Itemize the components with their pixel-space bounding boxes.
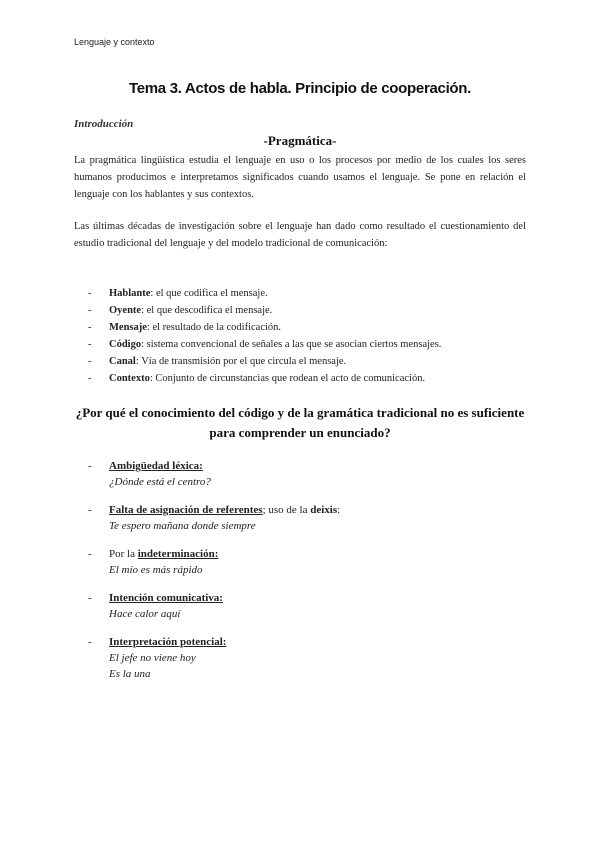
list-dash: - — [88, 592, 92, 604]
section-question: ¿Por qué el conocimiento del código y de la gramática tradicional no es suficiente para comprender un enunciado? — [75, 405, 525, 440]
term: Contexto — [109, 373, 150, 384]
list-item — [88, 590, 528, 622]
section-label: Introducción — [74, 118, 134, 130]
term: indeterminación: — [137, 548, 219, 560]
definition: : Conjunto de circunstancias que rodean el acto de comunicación. — [149, 373, 426, 384]
list-item — [88, 353, 528, 370]
list-item — [88, 370, 528, 387]
definition: : Vía de transmisión por el que circula el mensaje. — [135, 356, 347, 367]
term: Ambigüedad léxica: — [109, 460, 203, 472]
list-dash: - — [88, 373, 92, 384]
example: Es la una — [109, 668, 151, 680]
term: Canal — [109, 356, 136, 367]
definition: : el resultado de la codificación. — [146, 322, 282, 333]
list-item — [88, 458, 528, 490]
example: Te espero mañana donde siempre — [109, 520, 256, 532]
definition: : el que codifica el mensaje. — [150, 288, 268, 299]
list-item — [88, 546, 528, 578]
list-dash: - — [88, 305, 92, 316]
list-dash: - — [88, 322, 92, 333]
example: ¿Dónde está el centro? — [109, 476, 211, 488]
list-item — [88, 302, 528, 319]
term: Hablante — [109, 288, 151, 299]
definition: : el que descodifica el mensaje. — [141, 305, 273, 316]
term-prefix: Por la — [109, 548, 138, 560]
list-item — [88, 502, 528, 534]
paragraph: Las últimas décadas de investigación sobre el lenguaje han dado como resultado el cuestionamiento del estudio tradicional del lenguaje y del modelo tradicional de comunicación: — [74, 221, 526, 249]
page-title: Tema 3. Actos de habla. Principio de cooperación. — [128, 80, 472, 97]
list-item — [88, 285, 528, 302]
term: Falta de asignación de referentes — [109, 504, 263, 516]
communication-elements-list — [88, 285, 528, 387]
term: Mensaje — [109, 322, 147, 333]
example: El mío es más rápido — [109, 564, 203, 576]
example: Hace calor aquí — [109, 608, 181, 620]
term: Código — [109, 339, 142, 350]
list-dash: - — [88, 548, 92, 560]
reasons-list — [88, 458, 528, 694]
list-item — [88, 634, 528, 682]
list-dash: - — [88, 460, 92, 472]
term: Intención comunicativa: — [109, 592, 223, 604]
list-dash: - — [88, 339, 92, 350]
paragraph: La pragmática lingüística estudia el lenguaje en uso o los procesos por medio de los cuales los seres humanos producimos e interpretamos significados cuando usamos el lenguaje. Se pone en relación el lenguaje con los hablantes y sus contextos. — [74, 155, 526, 200]
section-subtitle: -Pragmática- — [263, 133, 337, 148]
term: Interpretación potencial: — [109, 636, 227, 648]
definition: : sistema convencional de señales a las que se asocian ciertos mensajes. — [141, 339, 442, 350]
list-dash: - — [88, 504, 92, 516]
list-item — [88, 319, 528, 336]
list-dash: - — [88, 288, 92, 299]
term-colon: : — [337, 504, 341, 516]
term-suffix: ; uso de la — [262, 504, 311, 516]
running-header: Lenguaje y contexto — [74, 37, 155, 47]
list-item — [88, 336, 528, 353]
term: Oyente — [109, 305, 142, 316]
term-keyword: deixis — [310, 504, 338, 516]
list-dash: - — [88, 636, 92, 648]
list-dash: - — [88, 356, 92, 367]
example: El jefe no viene hoy — [109, 652, 196, 664]
